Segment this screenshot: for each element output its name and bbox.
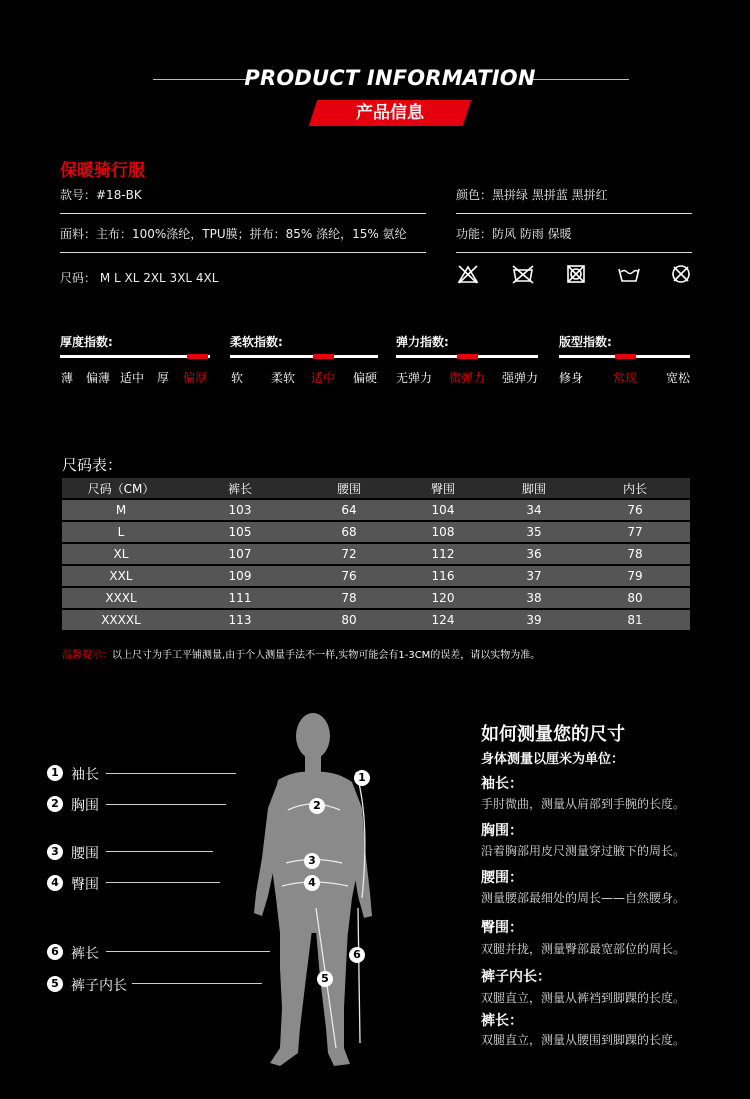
legend-label-inseam: 裤子内长 xyxy=(71,978,127,994)
table-cell: 112 xyxy=(398,544,488,564)
table-cell: 38 xyxy=(488,588,580,608)
thickness-label: 适中 xyxy=(120,371,145,385)
table-row xyxy=(62,588,690,608)
table-cell: 36 xyxy=(488,544,580,564)
fit-index-marker xyxy=(615,354,636,359)
fit-label-selected: 常规 xyxy=(613,371,638,385)
no-bleach-icon xyxy=(457,264,479,284)
size-table-title: 尺码表： xyxy=(62,456,123,474)
measure-heading: 裤子内长： xyxy=(481,969,551,985)
table-cell: L xyxy=(62,522,180,542)
marker-4: 4 xyxy=(304,875,320,891)
divider xyxy=(60,213,426,214)
legend-label-sleeve: 袖长 xyxy=(71,767,99,783)
legend-number: 4 xyxy=(47,875,63,891)
marker-6: 6 xyxy=(349,947,365,963)
table-row xyxy=(62,610,690,630)
legend-number: 5 xyxy=(47,976,63,992)
table-cell: XXXL xyxy=(62,588,180,608)
legend-number: 3 xyxy=(47,844,63,860)
divider xyxy=(456,252,692,253)
table-cell: 39 xyxy=(488,610,580,630)
table-cell: 34 xyxy=(488,500,580,520)
fit-index-title: 版型指数: xyxy=(559,335,612,349)
thickness-label: 厚 xyxy=(157,371,170,385)
measure-description: 测量腰部最细处的周长——自然腰身。 xyxy=(481,891,686,905)
thickness-label: 偏薄 xyxy=(86,371,111,385)
howto-title: 如何测量您的尺寸 xyxy=(481,724,625,745)
table-cell: XL xyxy=(62,544,180,564)
legend-line xyxy=(106,804,226,805)
fit-label: 宽松 xyxy=(666,371,691,385)
table-cell: 37 xyxy=(488,566,580,586)
table-cell: 76 xyxy=(580,500,690,520)
elasticity-index-marker xyxy=(457,354,478,359)
table-cell: 124 xyxy=(398,610,488,630)
legend-line xyxy=(106,951,270,952)
marker-2: 2 xyxy=(309,798,325,814)
product-fabric: 面料：主布：100%涤纶，TPU膜；拼布：85% 涤纶，15% 氨纶 xyxy=(60,227,407,241)
measure-heading: 臀围： xyxy=(481,920,523,936)
thickness-index-marker xyxy=(187,354,208,359)
legend-label-pants-length: 裤长 xyxy=(71,946,99,962)
legend-line xyxy=(106,882,220,883)
table-cell: 103 xyxy=(180,500,300,520)
table-cell: 109 xyxy=(180,566,300,586)
legend-line xyxy=(106,851,213,852)
table-cell: 72 xyxy=(300,544,398,564)
table-cell: M xyxy=(62,500,180,520)
table-cell: 80 xyxy=(580,588,690,608)
product-name: 保暖骑行服 xyxy=(60,161,145,181)
table-cell: XXXXL xyxy=(62,610,180,630)
table-cell: 35 xyxy=(488,522,580,542)
elasticity-label: 无弹力 xyxy=(396,371,433,385)
thickness-label-selected: 偏厚 xyxy=(183,371,208,385)
table-row xyxy=(62,522,690,542)
divider xyxy=(60,252,426,253)
table-cell: 80 xyxy=(300,610,398,630)
measure-description: 手肘微曲，测量从肩部到手腕的长度。 xyxy=(481,797,686,811)
table-cell: 68 xyxy=(300,522,398,542)
legend-label-chest: 胸围 xyxy=(71,798,99,814)
header-title-en: PRODUCT INFORMATION xyxy=(244,66,536,90)
table-cell: 105 xyxy=(180,522,300,542)
measure-heading: 袖长： xyxy=(481,776,523,792)
measure-heading: 裤长： xyxy=(481,1013,523,1029)
legend-number: 2 xyxy=(47,796,63,812)
body-silhouette-figure xyxy=(240,708,390,1073)
column-header: 内长 xyxy=(580,478,690,498)
header-title-cn-banner xyxy=(309,100,471,126)
no-tumble-dry-icon xyxy=(565,264,587,284)
table-cell: 108 xyxy=(398,522,488,542)
marker-1: 1 xyxy=(354,770,370,786)
column-header: 臀围 xyxy=(398,478,488,498)
softness-index-title: 柔软指数: xyxy=(230,335,283,349)
divider xyxy=(456,213,692,214)
table-row xyxy=(62,566,690,586)
elasticity-index-title: 弹力指数: xyxy=(396,335,449,349)
legend-line xyxy=(132,983,262,984)
measure-heading: 腰围： xyxy=(481,870,523,886)
table-cell: 104 xyxy=(398,500,488,520)
size-table-header-row xyxy=(62,478,690,498)
product-colors: 颜色：黑拼绿 黑拼蓝 黑拼红 xyxy=(456,188,608,202)
legend-number: 6 xyxy=(47,944,63,960)
header-title-cn: 产品信息 xyxy=(356,103,424,123)
softness-index-marker xyxy=(313,354,334,359)
product-sizes: 尺码： M L XL 2XL 3XL 4XL xyxy=(60,271,219,285)
table-cell: 116 xyxy=(398,566,488,586)
fit-label: 修身 xyxy=(559,371,584,385)
measure-description: 双腿直立，测量从腰围到脚踝的长度。 xyxy=(481,1033,686,1047)
legend-label-hip: 臀围 xyxy=(71,877,99,893)
table-cell: 120 xyxy=(398,588,488,608)
size-note-label: 温馨提示： xyxy=(62,650,112,661)
softness-label: 软 xyxy=(231,371,244,385)
softness-label: 柔软 xyxy=(271,371,296,385)
size-note xyxy=(62,646,540,661)
legend-number: 1 xyxy=(47,765,63,781)
table-row xyxy=(62,500,690,520)
column-header: 脚围 xyxy=(488,478,580,498)
size-note-text: 以上尺寸为手工平铺测量,由于个人测量手法不一样,实物可能会有1-3CM的误差，请以实物为准。 xyxy=(112,650,541,661)
column-header: 裤长 xyxy=(180,478,300,498)
measure-description: 双腿直立，测量从裤裆到脚踝的长度。 xyxy=(481,991,686,1005)
no-hand-wash-icon xyxy=(512,264,534,284)
measure-description: 双腿并拢，测量臀部最宽部位的周长。 xyxy=(481,942,686,956)
table-cell: 79 xyxy=(580,566,690,586)
wash-tub-icon xyxy=(618,264,640,284)
elasticity-label-selected: 微弹力 xyxy=(449,371,486,385)
softness-label-selected: 适中 xyxy=(311,371,336,385)
howto-subtitle: 身体测量以厘米为单位： xyxy=(481,752,625,767)
measure-description: 沿着胸部用皮尺测量穿过腋下的周长。 xyxy=(481,844,686,858)
table-cell: 78 xyxy=(580,544,690,564)
marker-3: 3 xyxy=(304,853,320,869)
column-header: 尺码（CM） xyxy=(62,478,180,498)
size-table xyxy=(62,476,690,632)
table-cell: 107 xyxy=(180,544,300,564)
table-cell: 78 xyxy=(300,588,398,608)
table-cell: 81 xyxy=(580,610,690,630)
legend-line xyxy=(106,773,236,774)
table-cell: XXL xyxy=(62,566,180,586)
thickness-label: 薄 xyxy=(61,371,74,385)
softness-label: 偏硬 xyxy=(353,371,378,385)
marker-5: 5 xyxy=(317,971,333,987)
table-cell: 64 xyxy=(300,500,398,520)
no-dry-clean-icon xyxy=(670,264,692,284)
softness-index-bar xyxy=(230,355,378,358)
elasticity-label: 强弹力 xyxy=(502,371,539,385)
table-row xyxy=(62,544,690,564)
legend-label-waist: 腰围 xyxy=(71,846,99,862)
table-cell: 76 xyxy=(300,566,398,586)
product-model: 款号：#18-BK xyxy=(60,188,142,202)
product-function: 功能：防风 防雨 保暖 xyxy=(456,227,572,241)
table-cell: 111 xyxy=(180,588,300,608)
thickness-index-title: 厚度指数: xyxy=(60,335,113,349)
measure-heading: 胸围： xyxy=(481,823,523,839)
table-cell: 77 xyxy=(580,522,690,542)
table-cell: 113 xyxy=(180,610,300,630)
column-header: 腰围 xyxy=(300,478,398,498)
